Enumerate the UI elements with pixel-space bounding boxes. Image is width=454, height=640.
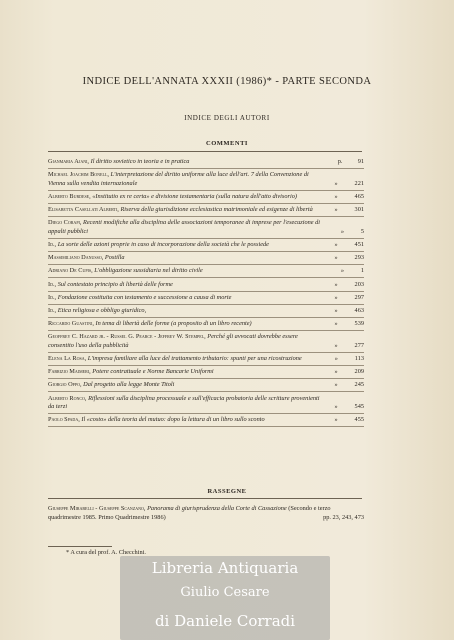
entry-page [335,403,364,412]
entry-page-number: 203 [354,280,364,288]
entry-title: Il «costo» della teoria del mutuo: dopo la lettura di un libro sullo sconto [81,416,265,424]
entry-page-number: 209 [354,368,364,376]
entry-author: Elena La Rosa, [48,354,87,362]
list-item [48,281,364,292]
list-item [48,254,364,265]
entry-page-mark: p. [337,158,343,165]
entry-author: Alberto Burdese, [48,192,91,200]
entry-author: Id., [48,280,57,288]
entry-page-number: 455 [354,416,364,424]
entry-page-mark: » [334,240,338,248]
list-item [48,171,364,191]
list-item [48,241,364,252]
list-item [48,333,364,353]
entry-page-mark: » [334,192,338,200]
entry-title: La sorte delle azioni proprie in caso di incorporazione della società che le possiede [57,240,269,248]
entry-page-number: 5 [360,227,364,235]
list-item [48,416,364,427]
entry-page [335,180,364,189]
entry-page-mark: » [334,206,338,214]
author-entries-list [48,158,364,429]
entry-author: Id., [48,306,57,314]
entry-page [335,241,364,250]
list-item [48,320,364,331]
section-rule [48,498,362,499]
watermark-line-1: Libreria Antiquaria [151,559,299,577]
entry-page-number: 221 [354,179,364,187]
entry-page [335,355,364,364]
entry-page [338,158,364,167]
entry-page-mark: » [334,416,338,424]
entry-page [335,294,364,303]
entry-page-number: 1 [360,267,364,275]
entry-page-mark: » [334,403,338,410]
entry-author: Id., [48,293,57,301]
entry-page-mark: » [334,354,338,362]
entry-title: Potere contrattuale e Norme Bancarie Uniformi [92,368,214,376]
entry-page-mark: » [334,293,338,301]
entry-title: Riflessioni sulla disciplina processuale e sull'efficacia probatoria delle scritture provenienti da terzi [48,394,320,410]
entry-page-mark: » [340,227,344,235]
entry-page [341,228,364,237]
entry-page-number: 539 [354,320,364,328]
list-item [48,307,364,318]
entry-page [335,193,364,202]
entry-title: In tema di libertà delle forme (a proposito di un libro recente) [95,320,252,328]
list-item [48,219,364,239]
entry-page-mark: » [334,381,338,389]
entry-title: L'obbligazione sussidiaria nel diritto civile [94,267,203,275]
watermark-line-3: di Daniele Corradi [154,612,296,630]
entry-page-mark: » [340,267,344,275]
entry-page-mark: » [334,254,338,262]
entry-page-mark: » [334,306,338,314]
footnote: * A cura del prof. A. Checchini. [66,549,146,556]
section-heading-rassegne: RASSEGNE [207,488,247,495]
entry-author: Id., [48,240,57,248]
entry-author: Adriano De Cupis, [48,267,93,275]
entry-author: Michael Joachim Bonell, [48,171,109,179]
entry-page-number: 451 [354,240,364,248]
entry-page [335,381,364,390]
entry-title: Postilla [104,254,125,262]
entry-title: Riserva della giurisdizione ecclesiastica matrimoniale ed esigenze di libertà [120,206,313,214]
watermark-line-2: Giulio Cesare [180,585,270,600]
list-item [48,395,364,415]
entry-page-number: 297 [354,293,364,301]
entry-title: L'impresa familiare alla luce del trattamento tributario: spunti per una ricostruzione [87,354,302,362]
entry-detail: (Secondo e terzo quadrimestre 1985. Primo Quadrimestre 1986) [48,505,331,521]
index-title: INDICE DELL'ANNATA XXXII (1986)* - PARTE SECONDA [82,76,372,87]
list-item [48,158,364,169]
list-item [48,355,364,366]
watermark-stamp [120,556,330,640]
entry-page-number: 91 [357,158,364,165]
entry-page-number: 293 [354,254,364,262]
section-rule [48,151,362,152]
entry-page-mark: » [334,179,338,187]
entry-author: Giuseppe Mirabelli - Giuseppe Scanzano, [48,505,146,512]
entry-page [335,368,364,377]
entry-author: Alberto Ronco, [48,394,87,402]
entry-title: «Institutio ex re certa» e divisione testamentaria (sulla natura dell'atto divisorio) [92,192,297,200]
list-item [48,368,364,379]
list-item [48,294,364,305]
section-heading-commenti: COMMENTI [206,140,248,147]
entry-page-number: 545 [354,403,364,410]
entry-title: Sul contestato principio di libertà delle forme [57,280,173,288]
entry-page-number: 113 [354,354,364,362]
entry-author: Geoffrey C. Hazard jr. - Russel G. Pearce - Jeffrey W. Stempel, [48,333,206,341]
entry-title: Fondazione costituita con testamento e successione a causa di morte [57,293,232,301]
entry-pages: pp. 23, 243, 473 [323,513,364,521]
entry-author: Fabrizio Maimeri, [48,368,91,376]
entry-title: Recenti modifiche alla disciplina delle associazioni temporanee di imprese per l'esecuzione di appalti pubblici [48,219,321,235]
entry-page [341,267,364,276]
entry-title: Perché gli avvocati dovrebbe essere consentito l'uso della pubblicità [48,333,298,349]
entry-page-mark: » [334,280,338,288]
entry-page-number: 277 [354,341,364,349]
entry-author: Gianmaria Ajani, [48,158,90,165]
index-subtitle: INDICE DEGLI AUTORI [184,114,270,122]
entry-page-number: 465 [354,192,364,200]
entry-author: Giorgio Oppo, [48,381,82,389]
entry-title: Panorama di giurisprudenza della Corte di Cassazione [147,505,287,512]
entry-author: Riccardo Guastini, [48,320,94,328]
entry-author: Diego Corapi, [48,219,82,227]
entry-page [335,307,364,316]
entry-page-number: 301 [354,206,364,214]
entry-title: Dal progetto alla legge Monte Titoli [83,381,175,389]
rassegne-entry [48,505,364,522]
entry-author: Elisabetta Casellati Alberti, [48,206,119,214]
entry-author: Paolo Spada, [48,416,80,424]
entry-page-number: 463 [354,306,364,314]
entry-page-number: 245 [354,381,364,389]
entry-page [335,206,364,215]
entry-title: Il diritto sovietico in teoria e in pratica [90,158,190,165]
list-item [48,381,364,392]
entry-page-mark: » [334,341,338,349]
entry-page [335,254,364,263]
entry-page [335,320,364,329]
footnote-rule [48,546,112,547]
entry-title: L'interpretazione del diritto uniforme alla luce dell'art. 7 della Convenzione di Vienna sulla vendita internazionale [48,171,309,187]
list-item [48,206,364,217]
entry-page [335,416,364,425]
list-item [48,193,364,204]
list-item [48,267,364,278]
entry-title: Etica religiosa e obbligo giuridico, [57,306,147,314]
entry-author: Massimiliano Danusso, [48,254,104,262]
entry-page [335,281,364,290]
entry-page [335,342,364,351]
entry-page-mark: » [334,368,338,376]
entry-page-mark: » [334,320,338,328]
